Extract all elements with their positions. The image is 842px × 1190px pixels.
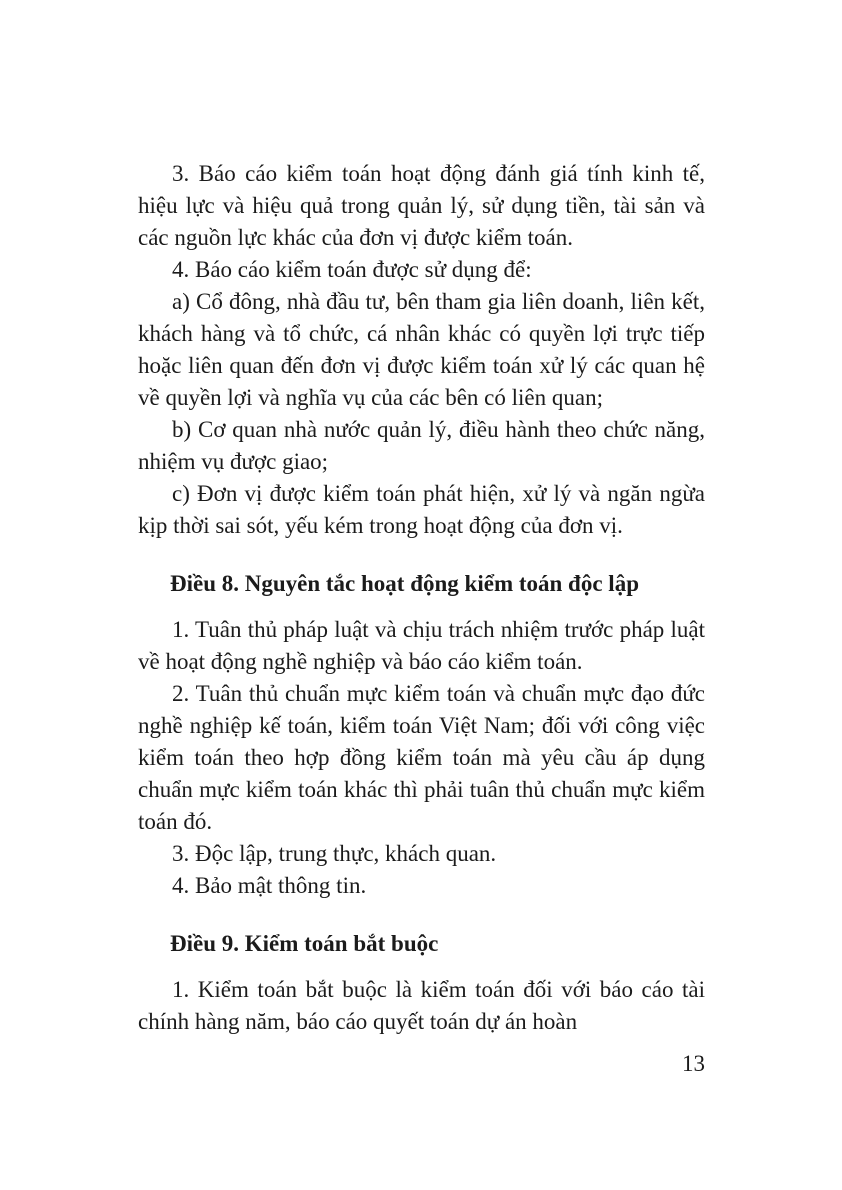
paragraph: 4. Bảo mật thông tin. (172, 873, 367, 898)
page-number: 13 (682, 1051, 705, 1076)
paragraph: 1. Tuân thủ pháp luật và chịu trách nhiệm trước pháp luật về hoạt động nghề nghiệp và báo cáo kiểm toán. (138, 617, 705, 674)
paragraph: 3. Báo cáo kiểm toán hoạt động đánh giá tính kinh tế, hiệu lực và hiệu quả trong quản lý, sử dụng tiền, tài sản và các nguồn lực khác của đơn vị được kiểm toán. (138, 161, 705, 250)
section-heading-dieu-8: Điều 8. Nguyên tắc hoạt động kiểm toán độc lập (170, 571, 639, 596)
paragraph: 3. Độc lập, trung thực, khách quan. (172, 841, 497, 866)
paragraph: 4. Báo cáo kiểm toán được sử dụng để: (172, 257, 532, 282)
paragraph: c) Đơn vị được kiểm toán phát hiện, xử lý và ngăn ngừa kịp thời sai sót, yếu kém trong hoạt động của đơn vị. (138, 481, 705, 538)
paragraph: b) Cơ quan nhà nước quản lý, điều hành theo chức năng, nhiệm vụ được giao; (138, 417, 705, 474)
section-heading-dieu-9: Điều 9. Kiểm toán bắt buộc (170, 931, 439, 956)
text-column (138, 158, 705, 1038)
paragraph: a) Cổ đông, nhà đầu tư, bên tham gia liên doanh, liên kết, khách hàng và tổ chức, cá nhân khác có quyền lợi trực tiếp hoặc liên quan đến đơn vị được kiểm toán xử lý các quan hệ về quyền lợi và nghĩa vụ của các bên có liên quan; (138, 289, 705, 410)
paragraph: 1. Kiểm toán bắt buộc là kiểm toán đối với báo cáo tài chính hàng năm, báo cáo quyết toán dự án hoàn (138, 977, 705, 1034)
paragraph: 2. Tuân thủ chuẩn mực kiểm toán và chuẩn mực đạo đức nghề nghiệp kế toán, kiểm toán Việt Nam; đối với công việc kiểm toán theo hợp đồng kiểm toán mà yêu cầu áp dụng chuẩn mực kiểm toán khác thì phải tuân thủ chuẩn mực kiểm toán đó. (138, 681, 705, 834)
